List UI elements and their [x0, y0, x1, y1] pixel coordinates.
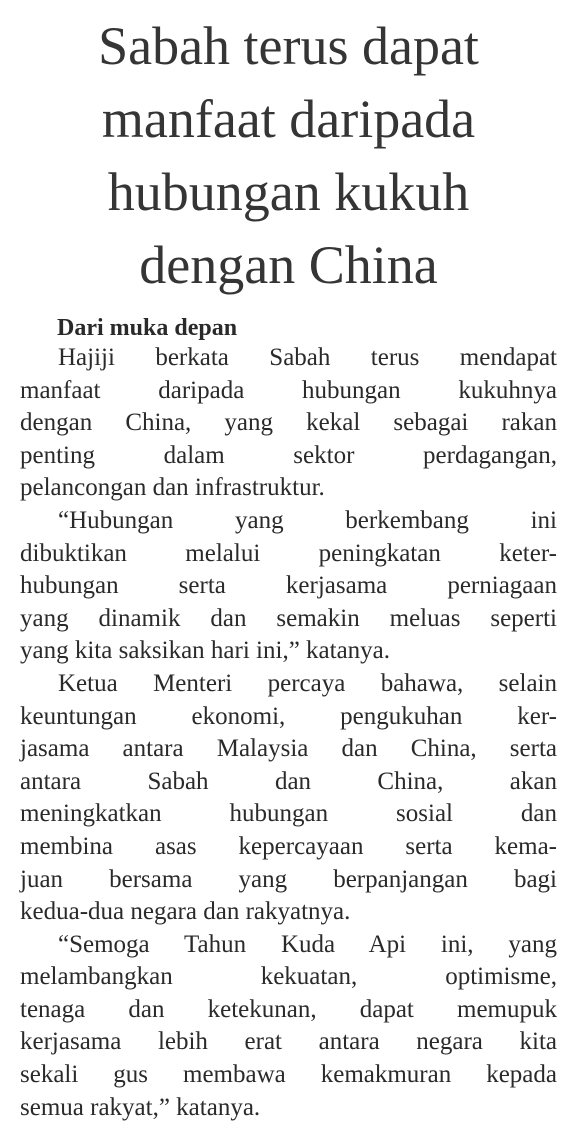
continued-from-label: Dari muka depan	[57, 315, 238, 341]
text-line: semua rakyat,” katanya.	[20, 1093, 261, 1121]
text-line: keuntungan ekonomi, pengukuhan ker-	[20, 702, 557, 730]
text-line: kedua-dua negara dan rakyatnya.	[20, 898, 351, 926]
text-line: pelancongan dan infrastruktur.	[20, 474, 325, 502]
headline	[10, 10, 567, 302]
headline-line: Sabah terus dapat	[98, 16, 479, 76]
text-line: dibuktikan melalui peningkatan keter-	[20, 539, 557, 567]
text-line: dengan China, yang kekal sebagai rakan	[20, 409, 557, 437]
paragraph	[20, 929, 557, 1125]
headline-line: hubungan kukuh	[107, 162, 470, 222]
text-line: yang dinamik dan semakin meluas seperti	[20, 604, 557, 632]
headline-line: manfaat daripada	[101, 89, 476, 149]
headline-line: dengan China	[139, 235, 438, 295]
text-line: meningkatkan hubungan sosial dan	[20, 800, 557, 828]
text-line: hubungan serta kerjasama perniagaan	[20, 572, 557, 600]
paragraph	[20, 505, 557, 668]
text-line: penting dalam sektor perdagangan,	[20, 441, 557, 469]
text-line: Ketua Menteri percaya bahawa, selain	[58, 669, 557, 697]
paragraph	[20, 668, 557, 929]
text-line: jasama antara Malaysia dan China, serta	[20, 735, 557, 763]
text-line: antara Sabah dan China, akan	[20, 767, 557, 795]
text-line: sekali gus membawa kemakmuran kepada	[20, 1061, 557, 1089]
text-line: juan bersama yang berpanjangan bagi	[20, 865, 557, 893]
text-line: melambangkan kekuatan, optimisme,	[20, 963, 557, 991]
article-body	[20, 342, 557, 1124]
text-line: tenaga dan ketekunan, dapat memupuk	[20, 995, 557, 1023]
paragraph	[20, 342, 557, 505]
text-line: membina asas kepercayaan serta kema-	[20, 832, 557, 860]
text-line: “Hubungan yang berkembang ini	[58, 506, 557, 534]
text-line: manfaat daripada hubungan kukuhnya	[20, 376, 557, 404]
text-line: yang kita saksikan hari ini,” katanya.	[20, 637, 391, 665]
text-line: kerjasama lebih erat antara negara kita	[20, 1028, 557, 1056]
text-line: Hajiji berkata Sabah terus mendapat	[58, 344, 557, 371]
text-line: “Semoga Tahun Kuda Api ini, yang	[58, 930, 557, 958]
